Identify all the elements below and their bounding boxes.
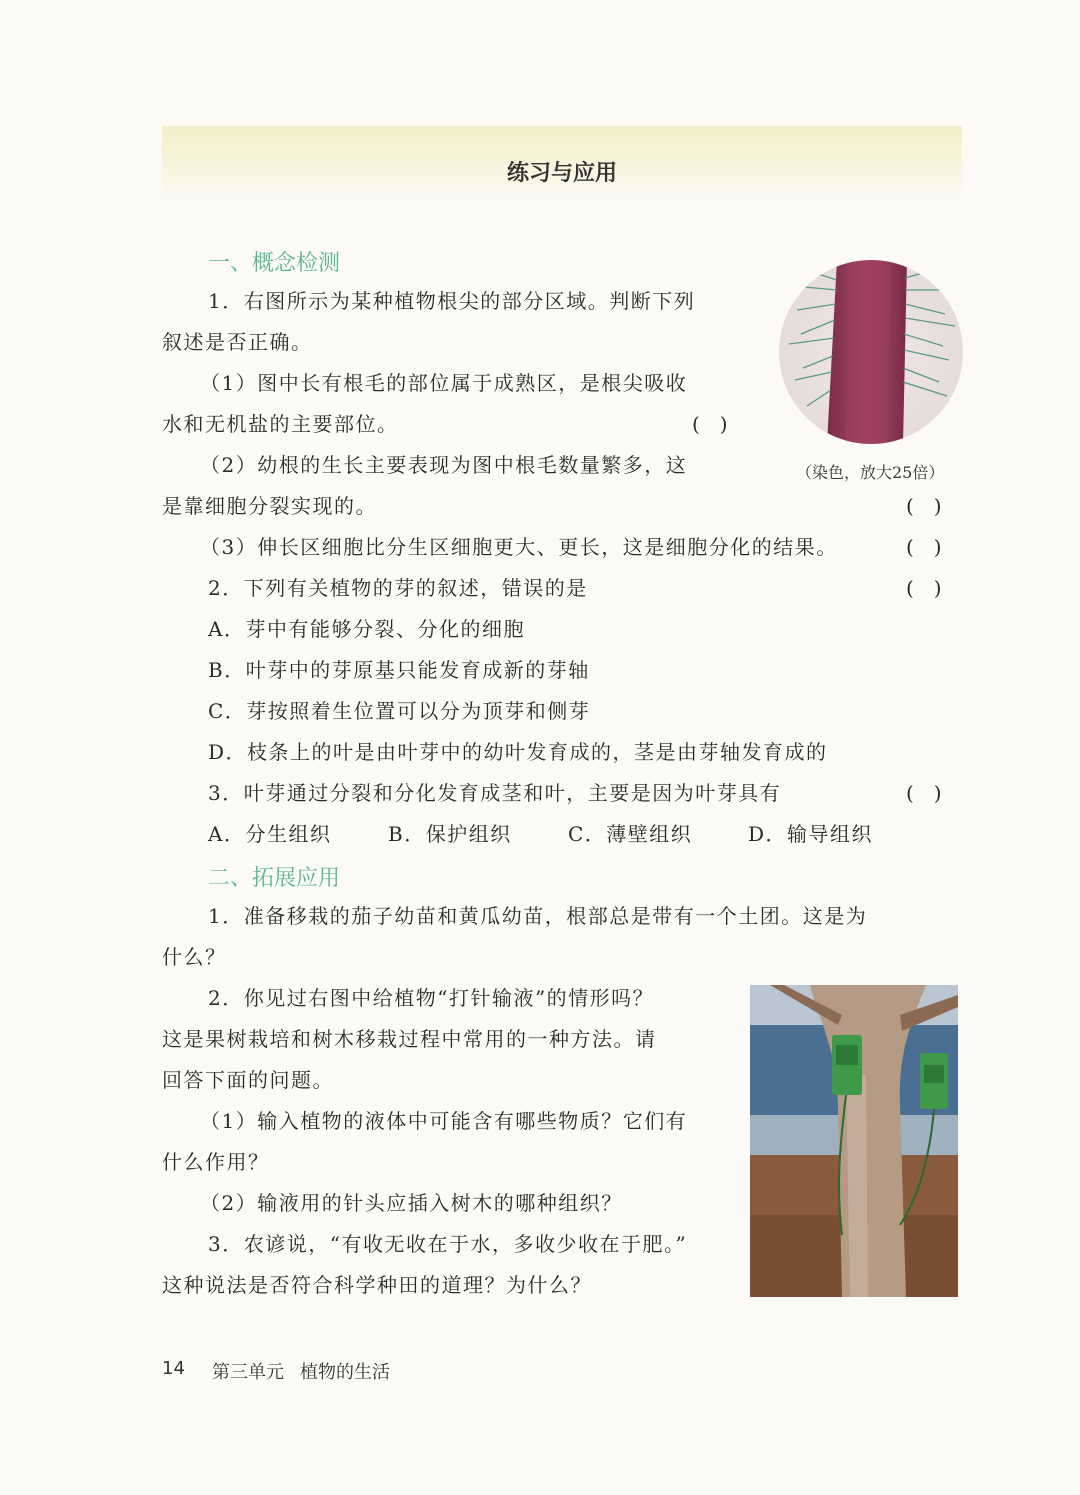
ext-q1-line2: 什么？ [162, 945, 227, 969]
root-tip-image [779, 260, 963, 444]
title-banner [162, 126, 962, 208]
figure-caption: （染色，放大25倍） [796, 463, 945, 482]
tree-infusion-photo [750, 985, 958, 1297]
ext-q2-line1: 2．你见过右图中给植物“打针输液”的情形吗？ [208, 986, 655, 1010]
q2-stem: 2．下列有关植物的芽的叙述，错误的是 [208, 576, 588, 600]
section-heading-concept-check: 一、概念检测 [208, 251, 341, 276]
ext-q3-line2: 这种说法是否符合科学种田的道理？为什么？ [162, 1273, 592, 1297]
q1-s3: （3）伸长区细胞比分生区细胞更大、更长，这是细胞分化的结果。 [200, 535, 838, 559]
q2-option-d: D．枝条上的叶是由叶芽中的幼叶发育成的，茎是由芽轴发育成的 [208, 740, 828, 764]
q3-option-b: B．保护组织 [388, 822, 512, 846]
tree-infusion-image [750, 985, 958, 1297]
q3-option-a: A．分生组织 [208, 822, 332, 846]
answer-blank[interactable]: ( ) [906, 535, 942, 559]
q1-stem-line1: 1．右图所示为某种植物根尖的部分区域。判断下列 [208, 289, 696, 313]
q2-option-a: A．芽中有能够分裂、分化的细胞 [208, 617, 525, 641]
answer-blank[interactable]: ( ) [906, 781, 942, 805]
q2-option-c: C．芽按照着生位置可以分为顶芽和侧芽 [208, 699, 591, 723]
q3-option-c: C．薄壁组织 [568, 822, 693, 846]
ext-q2-s1-line1: （1）输入植物的液体中可能含有哪些物质？它们有 [200, 1109, 688, 1133]
ext-q2-s2: （2）输液用的针头应插入树木的哪种组织？ [200, 1191, 623, 1215]
section-heading-extended-application: 二、拓展应用 [208, 866, 341, 891]
answer-blank[interactable]: ( ) [692, 412, 728, 436]
q1-s1-line1: （1）图中长有根毛的部位属于成熟区，是根尖吸收 [200, 371, 688, 395]
q1-stem-line2: 叙述是否正确。 [162, 330, 313, 354]
q3-stem: 3．叶芽通过分裂和分化发育成茎和叶，主要是因为叶芽具有 [208, 781, 782, 805]
page-title: 练习与应用 [506, 161, 617, 186]
footer-chapter: 植物的生活 [300, 1362, 390, 1383]
q3-option-d: D．输导组织 [748, 822, 874, 846]
footer-unit: 第三单元 [212, 1362, 284, 1383]
page-number: 14 [162, 1358, 185, 1379]
q1-s2-line1: （2）幼根的生长主要表现为图中根毛数量繁多，这 [200, 453, 688, 477]
ext-q2-line2: 这是果树栽培和树木移栽过程中常用的一种方法。请 [162, 1027, 657, 1051]
ext-q2-line3: 回答下面的问题。 [162, 1068, 334, 1092]
answer-blank[interactable]: ( ) [906, 576, 942, 600]
root-tip-micrograph [779, 260, 963, 444]
ext-q3-line1: 3．农谚说，“有收无收在于水，多收少收在于肥。” [208, 1232, 688, 1256]
ext-q1-line1: 1．准备移栽的茄子幼苗和黄瓜幼苗，根部总是带有一个土团。这是为 [208, 904, 868, 928]
ext-q2-s1-line2: 什么作用？ [162, 1150, 270, 1174]
answer-blank[interactable]: ( ) [906, 494, 942, 518]
q1-s2-line2: 是靠细胞分裂实现的。 [162, 494, 377, 518]
q1-s1-line2: 水和无机盐的主要部位。 [162, 412, 399, 436]
q2-option-b: B．叶芽中的芽原基只能发育成新的芽轴 [208, 658, 590, 682]
